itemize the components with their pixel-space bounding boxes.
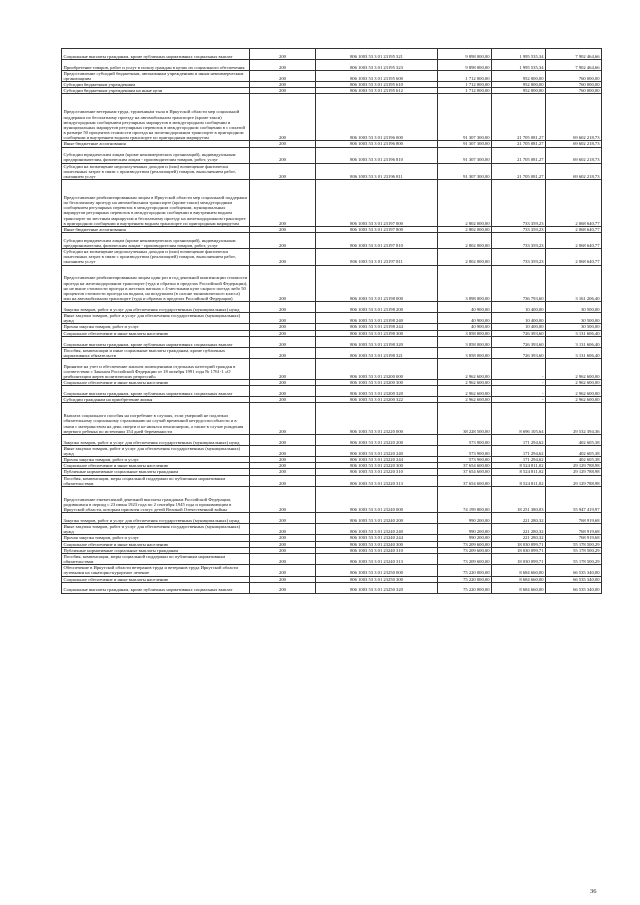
row-executed-amount-cell: 10 400,00 <box>492 313 546 324</box>
row-classification-code-cell: 806 1003 53 3 01 23200 322 <box>316 397 438 403</box>
row-classification-code-cell: 806 1003 53 3 01 23220 313 <box>316 475 438 486</box>
row-approved-amount-cell: 3 898 000,00 <box>438 265 492 302</box>
row-executed-amount-cell: 726 393,60 <box>492 336 546 347</box>
row-code-cell: 200 <box>250 324 316 330</box>
row-code-cell: 200 <box>250 336 316 347</box>
table-row <box>62 553 602 564</box>
row-executed-amount-cell: 10 400,00 <box>492 302 546 313</box>
row-approved-amount-cell: 573 900,00 <box>438 457 492 463</box>
row-code-cell: 200 <box>250 180 316 227</box>
table-row <box>62 445 602 456</box>
row-name-cell: Социальные выплаты гражданам, кроме публичных нормативных социальных выплат <box>62 386 250 397</box>
row-executed-amount-cell: 10 400,00 <box>492 324 546 330</box>
row-classification-code-cell: 806 1003 53 3 01 23198 300 <box>316 330 438 336</box>
row-code-cell: 200 <box>250 469 316 475</box>
row-executed-amount-cell: 952 000,00 <box>492 70 546 81</box>
row-name-cell: Субсидии на возмещение недополученных доходов и (или) возмещение фактически понесенных затрат в связи с производством (реализацией) товаров, выполнением работ, оказанием услуг <box>62 249 250 265</box>
row-classification-code-cell: 806 1003 53 3 01 23220 000 <box>316 403 438 435</box>
row-executed-amount-cell: 736 793,60 <box>492 265 546 302</box>
row-code-cell: 200 <box>250 547 316 553</box>
row-executed-amount-cell: 8 684 660,00 <box>492 565 546 576</box>
table-row <box>62 524 602 535</box>
row-unexecuted-amount-cell: 55 178 500,29 <box>546 547 602 553</box>
row-name-cell: Предоставление субсидий бюджетным, автономным учреждениям и иным некоммерческим организациям <box>62 70 250 81</box>
row-unexecuted-amount-cell: 760 000,00 <box>546 88 602 94</box>
row-unexecuted-amount-cell: 3 131 606,40 <box>546 330 602 336</box>
row-executed-amount-cell: 8 524 811,02 <box>492 475 546 486</box>
row-code-cell: 200 <box>250 358 316 379</box>
row-unexecuted-amount-cell: 30 500,00 <box>546 324 602 330</box>
row-code-cell: 200 <box>250 463 316 469</box>
row-classification-code-cell: 806 1003 53 3 01 23196 810 <box>316 147 438 163</box>
table-row <box>62 434 602 445</box>
table-row <box>62 70 602 81</box>
row-executed-amount-cell: 8 524 811,02 <box>492 463 546 469</box>
row-code-cell: 200 <box>250 94 316 141</box>
row-executed-amount-cell: 21 705 081,27 <box>492 163 546 179</box>
row-classification-code-cell: 806 1003 53 3 01 23196 800 <box>316 141 438 147</box>
row-approved-amount-cell: 75 220 000,00 <box>438 582 492 593</box>
row-approved-amount-cell: 1 712 000,00 <box>438 82 492 88</box>
row-name-cell: Предоставление ветеранам труда, труженикам тыла в Иркутской области мер социальной поддержки по бесплатному проезду на автомобильном транспорте (кроме такси) междугородным сообщением регулярных маршрутов в междугородном сообщении и муниципальных маршрутов регулярных перевозок в междугородном сообщении в с оплатой в размере 50 процентов стоимости проезда на железнодорожном транспорте в пригородном сообщении и внутреннем водном транспорте по пригородным маршрутам <box>62 94 250 141</box>
row-name-cell: Иные закупки товаров, работ и услуг для обеспечения государственных (муниципальных) нужд <box>62 445 250 456</box>
row-code-cell: 200 <box>250 541 316 547</box>
row-approved-amount-cell: 37 654 600,00 <box>438 463 492 469</box>
table-row <box>62 565 602 576</box>
row-name-cell: Прочая закупка товаров, работ и услуг <box>62 324 250 330</box>
row-approved-amount-cell: 2 802 000,00 <box>438 226 492 232</box>
row-code-cell: 200 <box>250 553 316 564</box>
row-code-cell: 200 <box>250 226 316 232</box>
row-code-cell: 200 <box>250 70 316 81</box>
row-name-cell: Предоставление реабилитированным лицам один раз в год денежной компенсации стоимости проезда на железнодорожном транспорте (туда и обратно в пределах Российской Федерации), но не выше стоимости проезда в жестких вагонах с 4-местными купе скорого поезда либо 50 процентов стоимости проезда на водном, на воздушном (в салоне экономического класса) или на автомобильном транспорте (туда и обратно в пределах Российской Федерации) <box>62 265 250 302</box>
row-unexecuted-amount-cell: 768 919,68 <box>546 524 602 535</box>
row-code-cell: 200 <box>250 82 316 88</box>
row-unexecuted-amount-cell: 7 902 464,66 <box>546 49 602 60</box>
row-name-cell: Субсидии юридическим лицам (кроме некоммерческих организаций), индивидуальным предпринимателям, физическим лицам - производителям товаров, работ, услуг <box>62 233 250 249</box>
row-code-cell: 200 <box>250 347 316 358</box>
row-name-cell: Иные бюджетные ассигнования <box>62 226 250 232</box>
row-unexecuted-amount-cell: 7 902 464,66 <box>546 59 602 70</box>
row-classification-code-cell: 806 1003 53 3 01 23198 244 <box>316 324 438 330</box>
row-name-cell: Иные бюджетные ассигнования <box>62 141 250 147</box>
table-row <box>62 582 602 593</box>
row-unexecuted-amount-cell: 55 947 419,97 <box>546 486 602 512</box>
row-approved-amount-cell: 91 307 300,00 <box>438 141 492 147</box>
row-classification-code-cell: 806 1003 53 3 01 23198 240 <box>316 313 438 324</box>
row-classification-code-cell: 806 1003 53 3 01 23200 300 <box>316 380 438 386</box>
row-name-cell: Закупка товаров, работ и услуг для обеспечения государственных (муниципальных) нужд <box>62 513 250 524</box>
row-unexecuted-amount-cell: 69 602 218,73 <box>546 163 602 179</box>
row-executed-amount-cell: - <box>492 380 546 386</box>
row-executed-amount-cell: 8 696 105,64 <box>492 403 546 435</box>
row-executed-amount-cell: 8 684 660,00 <box>492 576 546 582</box>
table-row <box>62 94 602 141</box>
row-unexecuted-amount-cell: 69 602 218,73 <box>546 94 602 141</box>
row-executed-amount-cell: 733 359,23 <box>492 226 546 232</box>
row-approved-amount-cell: 2 962 600,00 <box>438 380 492 386</box>
row-unexecuted-amount-cell: 29 129 788,98 <box>546 475 602 486</box>
row-unexecuted-amount-cell: 3 131 606,40 <box>546 347 602 358</box>
table-row <box>62 59 602 70</box>
row-unexecuted-amount-cell: 66 535 340,00 <box>546 582 602 593</box>
row-name-cell: Пособия, компенсации, меры социальной поддержки по публичным нормативным обязательствам <box>62 475 250 486</box>
row-classification-code-cell: 806 1003 53 3 01 23250 300 <box>316 576 438 582</box>
row-approved-amount-cell: 573 900,00 <box>438 434 492 445</box>
row-unexecuted-amount-cell: 2 068 640,77 <box>546 249 602 265</box>
row-classification-code-cell: 806 1003 53 3 01 23220 244 <box>316 457 438 463</box>
row-name-cell: Социальные выплаты гражданам, кроме публичных нормативных социальных выплат <box>62 582 250 593</box>
row-classification-code-cell: 806 1003 53 3 01 23195 600 <box>316 70 438 81</box>
row-classification-code-cell: 806 1003 53 3 01 23196 811 <box>316 163 438 179</box>
row-approved-amount-cell: 3 858 000,00 <box>438 347 492 358</box>
row-unexecuted-amount-cell: 2 068 640,77 <box>546 180 602 227</box>
row-approved-amount-cell: 2 802 000,00 <box>438 180 492 227</box>
table-row <box>62 486 602 512</box>
row-approved-amount-cell: 990 200,00 <box>438 524 492 535</box>
row-code-cell: 200 <box>250 163 316 179</box>
row-executed-amount-cell: 171 294,62 <box>492 445 546 456</box>
row-unexecuted-amount-cell: 69 602 218,73 <box>546 141 602 147</box>
row-unexecuted-amount-cell: 2 962 600,00 <box>546 358 602 379</box>
row-executed-amount-cell: 952 000,00 <box>492 88 546 94</box>
row-unexecuted-amount-cell: 29 532 394,36 <box>546 403 602 435</box>
row-unexecuted-amount-cell: 30 500,00 <box>546 313 602 324</box>
row-unexecuted-amount-cell: 2 068 640,77 <box>546 233 602 249</box>
row-name-cell: Выплата социального пособия на погребение в случаях, если умерший не подлежал обязательному социальному страхованию на случай временной нетрудоспособности и в связи с материнством на день смерти и не являлся пенсионером, а также в случае рождения мертвого ребенка по истечении 154 дней беременности <box>62 403 250 435</box>
row-executed-amount-cell: - <box>492 397 546 403</box>
row-code-cell: 200 <box>250 535 316 541</box>
row-code-cell: 200 <box>250 486 316 512</box>
row-unexecuted-amount-cell: 760 000,00 <box>546 82 602 88</box>
row-classification-code-cell: 806 1003 53 3 01 23220 310 <box>316 469 438 475</box>
row-classification-code-cell: 806 1003 53 3 01 23240 313 <box>316 553 438 564</box>
row-unexecuted-amount-cell: 30 500,00 <box>546 302 602 313</box>
row-classification-code-cell: 806 1003 53 3 01 23240 244 <box>316 535 438 541</box>
row-name-cell: Субсидии бюджетным учреждениям <box>62 82 250 88</box>
row-code-cell: 200 <box>250 475 316 486</box>
row-classification-code-cell: 806 1003 53 3 01 23200 000 <box>316 358 438 379</box>
row-executed-amount-cell: 733 359,23 <box>492 180 546 227</box>
row-approved-amount-cell: 91 307 300,00 <box>438 94 492 141</box>
row-unexecuted-amount-cell: 29 129 788,98 <box>546 469 602 475</box>
row-classification-code-cell: 806 1003 53 3 01 23220 300 <box>316 463 438 469</box>
table-row <box>62 358 602 379</box>
row-classification-code-cell: 806 1003 53 3 01 23195 610 <box>316 82 438 88</box>
row-executed-amount-cell: 1 995 535,34 <box>492 49 546 60</box>
row-executed-amount-cell: 221 280,32 <box>492 535 546 541</box>
row-approved-amount-cell: 73 209 600,00 <box>438 547 492 553</box>
row-name-cell: Социальное обеспечение и иные выплаты населению <box>62 541 250 547</box>
row-code-cell: 200 <box>250 88 316 94</box>
row-name-cell: Субсидии бюджетным учреждениям на иные цели <box>62 88 250 94</box>
row-name-cell: Закупка товаров, работ и услуг для обеспечения государственных (муниципальных) нужд <box>62 302 250 313</box>
row-name-cell: Иные закупки товаров, работ и услуг для обеспечения государственных (муниципальных) нужд <box>62 313 250 324</box>
table-row <box>62 313 602 324</box>
row-code-cell: 200 <box>250 403 316 435</box>
row-approved-amount-cell: 3 858 000,00 <box>438 336 492 347</box>
row-approved-amount-cell: 37 654 600,00 <box>438 475 492 486</box>
row-code-cell: 200 <box>250 524 316 535</box>
row-executed-amount-cell: 18 251 380,03 <box>492 486 546 512</box>
row-code-cell: 200 <box>250 330 316 336</box>
row-name-cell: Пособия, компенсации и иные социальные выплаты гражданам, кроме публичных нормативных обязательств <box>62 347 250 358</box>
row-classification-code-cell: 806 1003 53 3 01 23197 800 <box>316 226 438 232</box>
table-row <box>62 386 602 397</box>
budget-execution-table <box>61 48 602 594</box>
row-classification-code-cell: 806 1003 53 3 01 23197 810 <box>316 233 438 249</box>
row-code-cell: 200 <box>250 457 316 463</box>
row-classification-code-cell: 806 1003 53 3 01 23240 000 <box>316 486 438 512</box>
row-classification-code-cell: 806 1003 53 3 01 23195 321 <box>316 49 438 60</box>
table-row <box>62 302 602 313</box>
row-unexecuted-amount-cell: 402 605,38 <box>546 457 602 463</box>
row-code-cell: 200 <box>250 265 316 302</box>
row-classification-code-cell: 806 1003 53 3 01 23240 300 <box>316 541 438 547</box>
row-code-cell: 200 <box>250 565 316 576</box>
row-unexecuted-amount-cell: 55 178 500,29 <box>546 553 602 564</box>
table-row <box>62 265 602 302</box>
table-row <box>62 180 602 227</box>
row-code-cell: 200 <box>250 147 316 163</box>
row-classification-code-cell: 806 1003 53 3 01 23198 200 <box>316 302 438 313</box>
row-approved-amount-cell: 2 962 600,00 <box>438 386 492 397</box>
row-code-cell: 200 <box>250 141 316 147</box>
row-name-cell: Субсидии юридическим лицам (кроме некоммерческих организаций), индивидуальным предпринимателям, физическим лицам - производителям товаров, работ, услуг <box>62 147 250 163</box>
row-name-cell: Субсидии на возмещение недополученных доходов и (или) возмещение фактически понесенных затрат в связи с производством (реализацией) товаров, выполнением работ, оказанием услуг <box>62 163 250 179</box>
table-row <box>62 347 602 358</box>
row-name-cell: Иные закупки товаров, работ и услуг для обеспечения государственных (муниципальных) нужд <box>62 524 250 535</box>
row-classification-code-cell: 806 1003 53 3 01 23198 320 <box>316 336 438 347</box>
row-name-cell: Закупка товаров, работ и услуг для обеспечения государственных (муниципальных) нужд <box>62 434 250 445</box>
row-executed-amount-cell: - <box>492 386 546 397</box>
table-row <box>62 475 602 486</box>
row-approved-amount-cell: 38 228 500,00 <box>438 403 492 435</box>
row-approved-amount-cell: 2 802 000,00 <box>438 249 492 265</box>
row-unexecuted-amount-cell: 2 962 600,00 <box>546 386 602 397</box>
row-executed-amount-cell: 726 393,60 <box>492 330 546 336</box>
row-classification-code-cell: 806 1003 53 3 01 23220 240 <box>316 445 438 456</box>
row-approved-amount-cell: 2 962 600,00 <box>438 397 492 403</box>
row-unexecuted-amount-cell: 66 535 340,00 <box>546 576 602 582</box>
row-name-cell: Принятие на учет и обеспечение жильем помещениями отдельных категорий граждан в соответствии с Законом Российской Федерации от 18 октября 1991 года № 1761-1 «О реабилитации жертв политических репрессий» <box>62 358 250 379</box>
table-row <box>62 233 602 249</box>
row-unexecuted-amount-cell: 402 605,38 <box>546 434 602 445</box>
row-approved-amount-cell: 73 209 600,00 <box>438 541 492 547</box>
table-body <box>62 49 602 594</box>
row-executed-amount-cell: 18 030 099,71 <box>492 541 546 547</box>
page-number: 36 <box>590 888 597 895</box>
row-classification-code-cell: 806 1003 53 3 01 23198 000 <box>316 265 438 302</box>
row-code-cell: 200 <box>250 49 316 60</box>
row-classification-code-cell: 806 1003 53 3 01 23240 200 <box>316 513 438 524</box>
table-row <box>62 513 602 524</box>
table-row <box>62 49 602 60</box>
row-approved-amount-cell: 1 712 000,00 <box>438 70 492 81</box>
row-approved-amount-cell: 990 200,00 <box>438 535 492 541</box>
row-classification-code-cell: 806 1003 53 3 01 23250 320 <box>316 582 438 593</box>
table-row <box>62 403 602 435</box>
row-unexecuted-amount-cell: 55 178 500,29 <box>546 541 602 547</box>
row-executed-amount-cell: 18 030 099,71 <box>492 547 546 553</box>
row-executed-amount-cell: 171 294,62 <box>492 457 546 463</box>
row-approved-amount-cell: 40 900,00 <box>438 302 492 313</box>
row-approved-amount-cell: 2 802 000,00 <box>438 233 492 249</box>
row-approved-amount-cell: 91 307 300,00 <box>438 163 492 179</box>
row-name-cell: Публичные нормативные социальные выплаты гражданам <box>62 547 250 553</box>
row-name-cell: Социальные выплаты гражданам, кроме публичных нормативных социальных выплат <box>62 49 250 60</box>
row-executed-amount-cell: 21 705 081,27 <box>492 147 546 163</box>
row-approved-amount-cell: 74 199 800,00 <box>438 486 492 512</box>
table-row <box>62 163 602 179</box>
row-unexecuted-amount-cell: 760 000,00 <box>546 70 602 81</box>
row-executed-amount-cell: 21 705 081,27 <box>492 94 546 141</box>
row-name-cell: Предоставление реабилитированным лицам в Иркутской области мер социальной поддержки по бесплатному проезду на автомобильном транспорте (кроме такси) междугородным сообщением регулярных перевозок в междугородном сообщении, муниципальных маршрутов регулярных перевозок в междугородном сообщении и внутреннем водном транспорте по местным маршрутам и бесплатному проезду на железнодорожном транспорте в пригородном сообщении и внутреннем водном транспорте по пригородным маршрутам <box>62 180 250 227</box>
row-name-cell: Социальное обеспечение и иные выплаты населению <box>62 463 250 469</box>
row-approved-amount-cell: 573 900,00 <box>438 445 492 456</box>
row-classification-code-cell: 806 1003 53 3 01 23220 200 <box>316 434 438 445</box>
row-unexecuted-amount-cell: 2 962 600,00 <box>546 380 602 386</box>
row-name-cell: Социальное обеспечение и иные выплаты населению <box>62 380 250 386</box>
row-executed-amount-cell: 18 030 099,71 <box>492 553 546 564</box>
row-code-cell: 200 <box>250 434 316 445</box>
row-code-cell: 200 <box>250 249 316 265</box>
row-unexecuted-amount-cell: 402 605,38 <box>546 445 602 456</box>
row-code-cell: 200 <box>250 397 316 403</box>
row-name-cell: Субсидии гражданам на приобретение жилья <box>62 397 250 403</box>
row-code-cell: 200 <box>250 59 316 70</box>
row-code-cell: 200 <box>250 386 316 397</box>
row-approved-amount-cell: 91 307 300,00 <box>438 147 492 163</box>
row-approved-amount-cell: 40 900,00 <box>438 324 492 330</box>
row-name-cell: Прочая закупка товаров, работ и услуг <box>62 457 250 463</box>
row-approved-amount-cell: 9 898 000,00 <box>438 49 492 60</box>
row-classification-code-cell: 806 1003 53 3 01 23200 320 <box>316 386 438 397</box>
row-executed-amount-cell: 21 705 081,27 <box>492 141 546 147</box>
row-executed-amount-cell: 1 995 535,34 <box>492 59 546 70</box>
row-executed-amount-cell: 733 359,23 <box>492 249 546 265</box>
row-name-cell: Социальное обеспечение и иные выплаты населению <box>62 330 250 336</box>
row-approved-amount-cell: 2 962 600,00 <box>438 358 492 379</box>
row-unexecuted-amount-cell: 3 131 606,40 <box>546 336 602 347</box>
row-executed-amount-cell: 171 294,62 <box>492 434 546 445</box>
row-code-cell: 200 <box>250 302 316 313</box>
row-classification-code-cell: 806 1003 53 3 01 23198 321 <box>316 347 438 358</box>
row-executed-amount-cell: 726 393,60 <box>492 347 546 358</box>
row-code-cell: 200 <box>250 576 316 582</box>
row-executed-amount-cell: 221 280,32 <box>492 524 546 535</box>
row-classification-code-cell: 806 1003 53 3 01 23195 612 <box>316 88 438 94</box>
row-code-cell: 200 <box>250 513 316 524</box>
row-executed-amount-cell: 952 000,00 <box>492 82 546 88</box>
row-unexecuted-amount-cell: 2 068 640,77 <box>546 226 602 232</box>
row-approved-amount-cell: 40 900,00 <box>438 313 492 324</box>
row-classification-code-cell: 806 1003 53 3 01 23250 000 <box>316 565 438 576</box>
row-name-cell: Публичные нормативные социальные выплаты гражданам <box>62 469 250 475</box>
row-name-cell: Приобретение товаров, работ и услуг в пользу граждан в целях их социального обеспечения <box>62 59 250 70</box>
row-approved-amount-cell: 990 200,00 <box>438 513 492 524</box>
row-code-cell: 200 <box>250 313 316 324</box>
row-unexecuted-amount-cell: 768 919,68 <box>546 513 602 524</box>
row-name-cell: Социальное обеспечение и иные выплаты населению <box>62 576 250 582</box>
row-unexecuted-amount-cell: 69 602 218,73 <box>546 147 602 163</box>
row-executed-amount-cell: 733 359,23 <box>492 233 546 249</box>
row-name-cell: Предоставление ежемесячной денежной выплаты гражданам Российской Федерации, родившимся в период с 23 июня 1923 года по 2 сентября 1945 года и проживающим в Иркутской области, которым присвоен статус детей Великой Отечественной войны <box>62 486 250 512</box>
row-name-cell: Обеспечение в Иркутской области ветеранов труда и ветеранов труда Иркутской области путевками на санаторно-курортное лечение <box>62 565 250 576</box>
row-code-cell: 200 <box>250 445 316 456</box>
row-classification-code-cell: 806 1003 53 3 01 23196 000 <box>316 94 438 141</box>
row-code-cell: 200 <box>250 582 316 593</box>
row-code-cell: 200 <box>250 380 316 386</box>
row-classification-code-cell: 806 1003 53 3 01 23195 323 <box>316 59 438 70</box>
row-approved-amount-cell: 73 209 600,00 <box>438 553 492 564</box>
row-approved-amount-cell: 75 220 000,00 <box>438 565 492 576</box>
row-executed-amount-cell: 221 280,32 <box>492 513 546 524</box>
row-approved-amount-cell: 75 220 000,00 <box>438 576 492 582</box>
row-name-cell: Прочая закупка товаров, работ и услуг <box>62 535 250 541</box>
row-unexecuted-amount-cell: 3 161 206,40 <box>546 265 602 302</box>
table-row <box>62 336 602 347</box>
row-approved-amount-cell: 37 654 600,00 <box>438 469 492 475</box>
row-name-cell: Пособия, компенсации, меры социальной поддержки по публичным нормативным обязательствам <box>62 553 250 564</box>
row-name-cell: Социальные выплаты гражданам, кроме публичных нормативных социальных выплат <box>62 336 250 347</box>
row-unexecuted-amount-cell: 29 129 788,98 <box>546 463 602 469</box>
row-executed-amount-cell: 8 684 660,00 <box>492 582 546 593</box>
row-unexecuted-amount-cell: 2 962 600,00 <box>546 397 602 403</box>
row-approved-amount-cell: 3 858 000,00 <box>438 330 492 336</box>
row-classification-code-cell: 806 1003 53 3 01 23197 811 <box>316 249 438 265</box>
row-executed-amount-cell: 8 524 811,02 <box>492 469 546 475</box>
row-code-cell: 200 <box>250 233 316 249</box>
row-approved-amount-cell: 1 712 000,00 <box>438 88 492 94</box>
table-row <box>62 249 602 265</box>
row-unexecuted-amount-cell: 768 919,68 <box>546 535 602 541</box>
row-executed-amount-cell: - <box>492 358 546 379</box>
row-classification-code-cell: 806 1003 53 3 01 23240 240 <box>316 524 438 535</box>
row-classification-code-cell: 806 1003 53 3 01 23197 000 <box>316 180 438 227</box>
table-row <box>62 147 602 163</box>
row-classification-code-cell: 806 1003 53 3 01 23240 310 <box>316 547 438 553</box>
row-unexecuted-amount-cell: 66 535 340,00 <box>546 565 602 576</box>
row-approved-amount-cell: 9 898 000,00 <box>438 59 492 70</box>
